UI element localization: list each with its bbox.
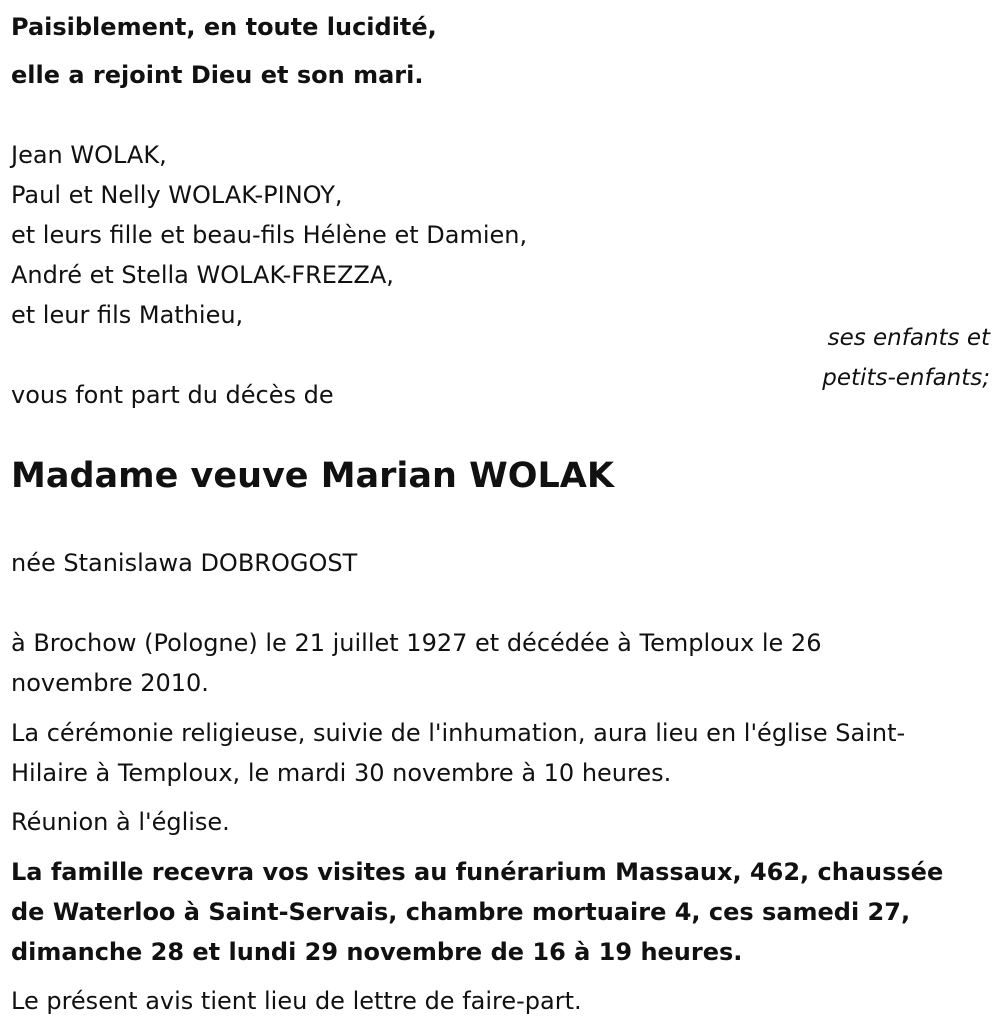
- visits-line-2: de Waterloo à Saint-Servais, chambre mortuaire 4, ces samedi 27,: [11, 898, 911, 926]
- announce-text: vous font part du décès de: [11, 381, 334, 409]
- relation-line-1: ses enfants et: [827, 325, 990, 351]
- visits-line-1: La famille recevra vos visites au funérarium Massaux, 462, chaussée: [11, 858, 944, 886]
- deceased-name: Madame veuve Marian WOLAK: [11, 456, 615, 496]
- meeting-text: Réunion à l'église.: [11, 808, 230, 836]
- born-died-line-2: novembre 2010.: [11, 669, 209, 697]
- family-member: et leurs fille et beau-fils Hélène et Damien,: [11, 221, 528, 249]
- family-member: André et Stella WOLAK-FREZZA,: [11, 261, 394, 289]
- intro-line-2: elle a rejoint Dieu et son mari.: [11, 61, 424, 89]
- visits-line-3: dimanche 28 et lundi 29 novembre de 16 à 19 heures.: [11, 938, 743, 966]
- family-member: et leur fils Mathieu,: [11, 301, 244, 329]
- ceremony-line-1: La cérémonie religieuse, suivie de l'inhumation, aura lieu en l'église Saint-: [11, 719, 906, 747]
- family-member: Paul et Nelly WOLAK-PINOY,: [11, 181, 343, 209]
- ceremony-line-2: Hilaire à Temploux, le mardi 30 novembre à 10 heures.: [11, 759, 672, 787]
- notice-text: Le présent avis tient lieu de lettre de faire-part.: [11, 987, 582, 1015]
- birth-name: née Stanislawa DOBROGOST: [11, 549, 358, 577]
- family-member: Jean WOLAK,: [11, 141, 167, 169]
- intro-line-1: Paisiblement, en toute lucidité,: [11, 13, 437, 41]
- relation-line-2: petits-enfants;: [822, 365, 990, 391]
- born-died-line-1: à Brochow (Pologne) le 21 juillet 1927 et décédée à Temploux le 26: [11, 629, 822, 657]
